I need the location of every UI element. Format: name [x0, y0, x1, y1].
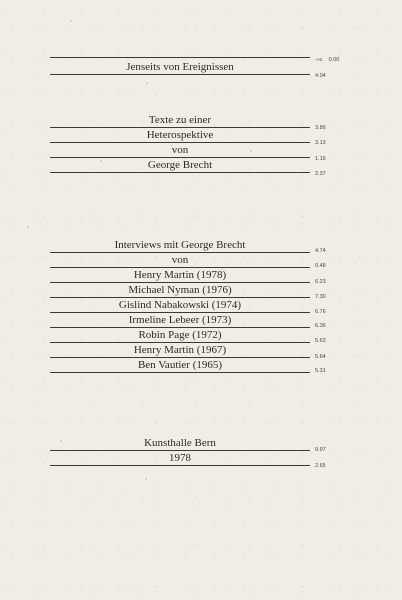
- horizontal-rule: [50, 74, 310, 75]
- margin-number: 5.31: [315, 368, 326, 374]
- line-row: [50, 328, 310, 343]
- line-row: [50, 313, 310, 328]
- line-text: Ben Vautier (1965): [137, 359, 223, 371]
- line-row: [50, 451, 310, 466]
- line-row: [50, 268, 310, 283]
- horizontal-rule: [50, 372, 310, 373]
- line-row: [50, 253, 310, 268]
- margin-number: 5.64: [315, 354, 326, 360]
- horizontal-rule: [50, 465, 310, 466]
- line-row: [50, 343, 310, 358]
- line-row: [50, 298, 310, 313]
- line-text: Henry Martin (1967): [133, 344, 227, 356]
- line-row: [50, 128, 310, 143]
- line-text: Henry Martin (1978): [133, 269, 227, 281]
- line-row: [50, 358, 310, 373]
- paper-fleck: [146, 82, 148, 84]
- title-row: [50, 60, 310, 75]
- paper-fleck: [60, 440, 62, 442]
- paper-fleck: [145, 478, 147, 480]
- line-text: George Brecht: [147, 159, 213, 171]
- line-text: Texte zu einer: [148, 114, 212, 126]
- paper-fleck: [250, 150, 252, 152]
- paper-fleck: [27, 226, 29, 228]
- line-text: Irmeline Lebeer (1973): [128, 314, 232, 326]
- margin-number: 9.97: [315, 447, 326, 453]
- margin-number: 3.13: [315, 140, 326, 146]
- margin-number: 0.48: [315, 263, 326, 269]
- margin-number: 5.63: [315, 338, 326, 344]
- margin-prefix: -»c: [315, 57, 323, 63]
- paper-fleck: [70, 20, 72, 22]
- margin-number: 4.74: [315, 248, 326, 254]
- line-row: [50, 238, 310, 253]
- margin-number: 3.86: [315, 125, 326, 131]
- horizontal-rule: [50, 172, 310, 173]
- line-row: [50, 158, 310, 173]
- line-text: von: [171, 254, 189, 266]
- margin-number: 6.76: [315, 309, 326, 315]
- line-row: [50, 143, 310, 158]
- line-text: Interviews mit George Brecht: [114, 239, 246, 251]
- top-rule-row: [50, 44, 310, 58]
- margin-number: 7.30: [315, 294, 326, 300]
- line-row: [50, 436, 310, 451]
- line-text: 1978: [169, 452, 191, 464]
- margin-number: 1.16: [315, 156, 326, 162]
- line-text: Gislind Nabakowski (1974): [118, 299, 242, 311]
- paper-fleck: [100, 160, 102, 162]
- line-text: Robin Page (1972): [138, 329, 222, 341]
- line-text: Michael Nyman (1976): [128, 284, 232, 296]
- margin-number: 6.23: [315, 279, 326, 285]
- margin-number: 2.65: [315, 463, 326, 469]
- line-text: Kunsthalle Bern: [144, 437, 216, 449]
- line-text: Heterospektive: [146, 129, 214, 141]
- margin-number: 6.36: [315, 323, 326, 329]
- margin-number: 2.37: [315, 171, 326, 177]
- title-text: Jenseits von Ereignissen: [126, 61, 234, 73]
- margin-number: -»c 0.00: [315, 57, 340, 63]
- horizontal-rule: [50, 57, 310, 58]
- line-row: [50, 283, 310, 298]
- margin-number: 4.04: [315, 73, 326, 79]
- line-row: [50, 113, 310, 128]
- line-text: von: [171, 144, 189, 156]
